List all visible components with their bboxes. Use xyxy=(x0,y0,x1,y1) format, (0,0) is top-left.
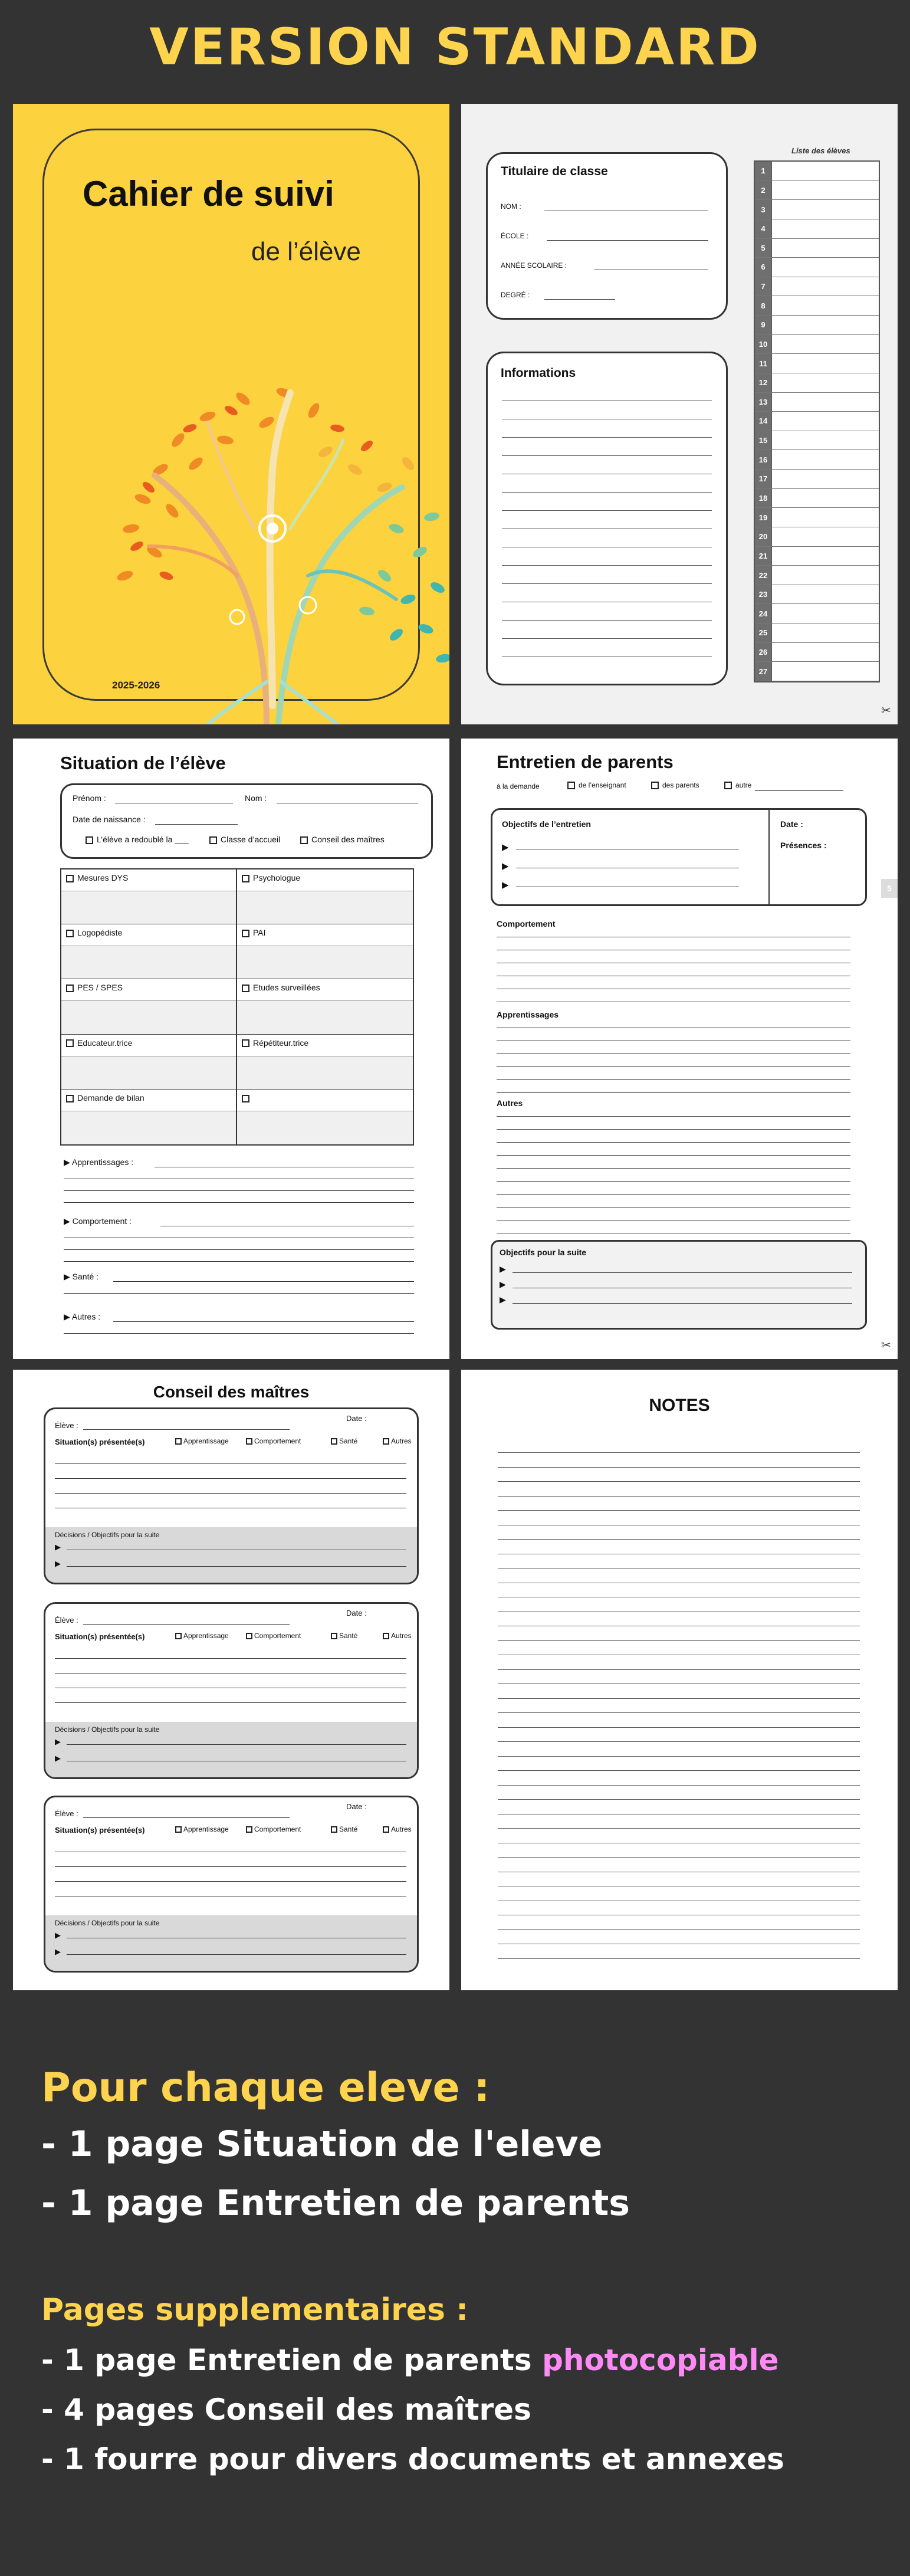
conseil-situation-label: Situation(s) présentée(s) xyxy=(55,1438,145,1446)
cover-subtitle: de l’élève xyxy=(251,237,361,266)
checkbox-conseil-option[interactable] xyxy=(383,1438,389,1445)
checkbox-measure[interactable] xyxy=(66,985,74,992)
bottom-item-situation: - 1 page Situation de l'eleve xyxy=(41,2124,603,2165)
student-row[interactable] xyxy=(755,470,879,489)
bottom-item-entretien: - 1 page Entretien de parents xyxy=(41,2183,630,2224)
student-number: 26 xyxy=(755,643,772,662)
conseil-decisions-label: Décisions / Objectifs pour la suite xyxy=(55,1919,160,1927)
check-accueil: Classe d’accueil xyxy=(209,835,280,844)
label-prenom: Prénom : xyxy=(73,793,106,803)
conseil-block xyxy=(44,1407,419,1584)
objectifs-label: Objectifs de l’entretien xyxy=(502,819,591,829)
checkbox-conseil-option[interactable] xyxy=(175,1633,182,1639)
conseil-option: Apprentissage xyxy=(175,1632,229,1640)
checkbox-conseil-option[interactable] xyxy=(331,1633,337,1639)
checkbox-measure[interactable] xyxy=(242,875,249,882)
student-number: 16 xyxy=(755,450,772,469)
situation-identity-box xyxy=(60,783,433,859)
student-row[interactable] xyxy=(755,412,879,431)
conseil-option: Comportement xyxy=(246,1825,301,1833)
entretien-section-label: Apprentissages xyxy=(497,1010,559,1019)
field-ecole: ÉCOLE : xyxy=(501,232,529,240)
student-row[interactable] xyxy=(755,373,879,393)
grid-cell-label: Mesures DYS xyxy=(66,873,128,882)
field-annee: ANNÉE SCOLAIRE : xyxy=(501,261,567,270)
conseil-decisions-area: Décisions / Objectifs pour la suite ▶ ▶ xyxy=(45,1722,417,1779)
grid-cell xyxy=(237,924,413,979)
grid-cell-label: PAI xyxy=(242,928,266,937)
checkbox-measure[interactable] xyxy=(66,1095,74,1102)
situation-section-label: ▶ Comportement : xyxy=(64,1216,132,1226)
student-number: 20 xyxy=(755,527,772,546)
grid-cell-label: Logopédiste xyxy=(66,928,122,937)
checkbox-measure[interactable] xyxy=(242,1095,249,1102)
student-row[interactable] xyxy=(755,547,879,566)
checkbox-conseil-option[interactable] xyxy=(246,1438,252,1445)
grid-cell xyxy=(237,1090,413,1144)
field-degre: DEGRÉ : xyxy=(501,291,530,299)
student-number: 23 xyxy=(755,585,772,604)
checkbox-conseil[interactable] xyxy=(300,836,308,844)
situation-section-label: ▶ Apprentissages : xyxy=(64,1157,134,1167)
student-row[interactable] xyxy=(755,643,879,662)
student-row[interactable] xyxy=(755,527,879,547)
entretien-title: Entretien de parents xyxy=(497,752,674,772)
conseil-eleve-label: Élève : xyxy=(55,1616,78,1625)
student-row[interactable] xyxy=(755,258,879,277)
check-conseil: Conseil des maîtres xyxy=(300,835,385,844)
conseil-option: Autres xyxy=(383,1437,412,1445)
scissors-icon-2: ✂ xyxy=(881,1339,891,1352)
student-number: 25 xyxy=(755,624,772,642)
checkbox-parents[interactable] xyxy=(651,782,659,789)
label-nom: Nom : xyxy=(245,793,267,803)
student-row[interactable] xyxy=(755,200,879,219)
student-number: 9 xyxy=(755,316,772,334)
grid-cell-label: PES / SPES xyxy=(66,983,123,992)
checkbox-measure[interactable] xyxy=(242,985,249,992)
student-number: 17 xyxy=(755,470,772,488)
student-number: 19 xyxy=(755,508,772,527)
grid-cell xyxy=(61,1035,237,1090)
situation-page xyxy=(13,739,449,1359)
checkbox-measure[interactable] xyxy=(242,930,249,937)
conseil-decisions-area: Décisions / Objectifs pour la suite ▶ ▶ xyxy=(45,1915,417,1973)
conseil-block xyxy=(44,1796,419,1973)
student-row[interactable] xyxy=(755,585,879,605)
grid-cell xyxy=(61,869,237,924)
checkbox-conseil-option[interactable] xyxy=(331,1438,337,1445)
situation-section-label: ▶ Santé : xyxy=(64,1272,99,1281)
student-number: 11 xyxy=(755,354,772,373)
conseil-option: Comportement xyxy=(246,1632,301,1640)
student-row[interactable] xyxy=(755,566,879,585)
notes-title: NOTES xyxy=(649,1396,710,1415)
conseil-date-label: Date : xyxy=(346,1802,367,1811)
student-number: 15 xyxy=(755,431,772,450)
entretien-section-label: Autres xyxy=(497,1098,523,1108)
checkbox-autre[interactable] xyxy=(724,782,732,789)
option-autre: autre xyxy=(724,781,751,789)
student-row[interactable] xyxy=(755,296,879,316)
checkbox-conseil-option[interactable] xyxy=(246,1826,252,1833)
conseil-eleve-label: Élève : xyxy=(55,1809,78,1818)
checkbox-redouble[interactable] xyxy=(86,836,93,844)
conseil-option: Autres xyxy=(383,1632,412,1640)
info-box-title: Informations xyxy=(501,366,576,380)
grid-cell-label: Demande de bilan xyxy=(66,1093,144,1102)
class-info-page xyxy=(461,104,898,724)
option-parents: des parents xyxy=(651,781,699,789)
info-box xyxy=(486,352,728,685)
student-row[interactable] xyxy=(755,181,879,201)
conseil-title: Conseil des maîtres xyxy=(153,1383,310,1401)
entretien-page xyxy=(461,739,898,1359)
checkbox-conseil-option[interactable] xyxy=(175,1826,182,1833)
grid-cell-label: Psychologue xyxy=(242,873,300,882)
grid-cell xyxy=(237,979,413,1034)
bottom-item-fourre: - 1 fourre pour divers documents et annexes xyxy=(41,2442,784,2476)
grid-cell-label xyxy=(242,1093,253,1102)
student-list-title: Liste des élèves xyxy=(791,146,850,155)
student-row[interactable] xyxy=(755,316,879,335)
checkbox-measure[interactable] xyxy=(66,875,74,882)
student-number: 10 xyxy=(755,335,772,354)
grid-cell xyxy=(61,979,237,1034)
student-list-table xyxy=(754,160,880,682)
student-row[interactable] xyxy=(755,162,879,181)
situation-title: Situation de l’élève xyxy=(60,753,226,773)
conseil-situation-label: Situation(s) présentée(s) xyxy=(55,1632,145,1641)
student-number: 8 xyxy=(755,296,772,315)
checkbox-accueil[interactable] xyxy=(209,836,217,844)
label-naissance: Date de naissance : xyxy=(73,815,146,824)
cover-year: 2025-2026 xyxy=(112,680,160,691)
grid-cell xyxy=(61,924,237,979)
student-number: 5 xyxy=(755,239,772,258)
student-number: 4 xyxy=(755,219,772,238)
objectifs-box: Objectifs de l’entretien ▶ ▶ ▶ Date : Présences : xyxy=(491,808,867,906)
student-row[interactable] xyxy=(755,277,879,297)
conseil-situation-label: Situation(s) présentée(s) xyxy=(55,1826,145,1835)
suite-box: Objectifs pour la suite ▶ ▶ ▶ xyxy=(491,1240,867,1330)
student-row[interactable] xyxy=(755,662,879,681)
student-row[interactable] xyxy=(755,624,879,643)
student-number: 3 xyxy=(755,200,772,219)
checkbox-measure[interactable] xyxy=(66,930,74,937)
conseil-eleve-label: Élève : xyxy=(55,1421,78,1430)
page-tab: 5 xyxy=(881,879,898,898)
cover-title: Cahier de suivi xyxy=(83,174,334,214)
conseil-option: Apprentissage xyxy=(175,1825,229,1833)
student-number: 13 xyxy=(755,393,772,412)
entretien-demande: à la demande xyxy=(497,782,540,790)
conseil-option: Santé xyxy=(331,1632,357,1640)
entretien-date-label: Date : xyxy=(780,819,803,829)
suite-label: Objectifs pour la suite xyxy=(500,1248,587,1257)
checkbox-conseil-option[interactable] xyxy=(383,1633,389,1639)
bottom-heading-extra-pages: Pages supplementaires : xyxy=(41,2292,468,2328)
student-row[interactable] xyxy=(755,393,879,412)
notes-page xyxy=(461,1370,898,1990)
teacher-box-title: Titulaire de classe xyxy=(501,165,608,178)
student-row[interactable] xyxy=(755,354,879,373)
student-row[interactable] xyxy=(755,489,879,508)
situation-section-label: ▶ Autres : xyxy=(64,1312,101,1321)
conseil-date-label: Date : xyxy=(346,1609,367,1617)
student-number: 14 xyxy=(755,412,772,431)
option-enseignant: de l’enseignant xyxy=(567,781,626,789)
check-redouble: L’élève a redoublé la ___ xyxy=(86,835,189,844)
conseil-block xyxy=(44,1602,419,1779)
checkbox-conseil-option[interactable] xyxy=(383,1826,389,1833)
student-number: 22 xyxy=(755,566,772,585)
cover-tree-illustration xyxy=(90,352,449,724)
student-number: 24 xyxy=(755,604,772,623)
field-nom: NOM : xyxy=(501,202,521,211)
cover-page xyxy=(13,104,449,724)
grid-cell xyxy=(237,869,413,924)
student-number: 18 xyxy=(755,489,772,508)
conseil-date-label: Date : xyxy=(346,1414,367,1423)
student-number: 21 xyxy=(755,547,772,566)
conseil-decisions-label: Décisions / Objectifs pour la suite xyxy=(55,1531,160,1539)
conseil-decisions-label: Décisions / Objectifs pour la suite xyxy=(55,1725,160,1734)
student-row[interactable] xyxy=(755,431,879,451)
student-number: 1 xyxy=(755,162,772,181)
student-row[interactable] xyxy=(755,239,879,258)
conseil-option: Autres xyxy=(383,1825,412,1833)
conseil-option: Apprentissage xyxy=(175,1437,229,1445)
student-number: 6 xyxy=(755,258,772,277)
bottom-heading-each-student: Pour chaque eleve : xyxy=(41,2065,490,2111)
checkbox-measure[interactable] xyxy=(242,1039,249,1047)
grid-cell-label: Educateur.trice xyxy=(66,1038,132,1048)
conseil-option: Santé xyxy=(331,1825,357,1833)
conseil-option: Comportement xyxy=(246,1437,301,1445)
checkbox-enseignant[interactable] xyxy=(567,782,575,789)
checkbox-measure[interactable] xyxy=(66,1039,74,1047)
scissors-icon: ✂ xyxy=(881,704,891,717)
conseil-decisions-area: Décisions / Objectifs pour la suite ▶ ▶ xyxy=(45,1527,417,1584)
student-number: 12 xyxy=(755,373,772,392)
entretien-presences-label: Présences : xyxy=(780,841,827,850)
student-row[interactable] xyxy=(755,450,879,470)
grid-cell-label: Etudes surveillées xyxy=(242,983,320,992)
conseil-option: Santé xyxy=(331,1437,357,1445)
page-header-title: VERSION STANDARD xyxy=(149,18,761,77)
situation-measures-grid xyxy=(60,868,414,1146)
student-number: 27 xyxy=(755,662,772,681)
student-number: 7 xyxy=(755,277,772,296)
checkbox-conseil-option[interactable] xyxy=(331,1826,337,1833)
bottom-item-conseil: - 4 pages Conseil des maîtres xyxy=(41,2393,531,2427)
entretien-section-label: Comportement xyxy=(497,919,556,928)
grid-cell xyxy=(237,1035,413,1090)
grid-cell xyxy=(61,1090,237,1144)
checkbox-conseil-option[interactable] xyxy=(246,1633,252,1639)
student-number: 2 xyxy=(755,181,772,200)
photocopiable-highlight: photocopiable xyxy=(542,2343,779,2377)
student-row[interactable] xyxy=(755,219,879,239)
bottom-item-photocopiable: - 1 page Entretien de parents photocopiable xyxy=(41,2343,779,2377)
checkbox-conseil-option[interactable] xyxy=(175,1438,182,1445)
student-row[interactable] xyxy=(755,604,879,624)
teacher-box xyxy=(486,152,728,320)
student-row[interactable] xyxy=(755,335,879,355)
student-row[interactable] xyxy=(755,508,879,527)
grid-cell-label: Répétiteur.trice xyxy=(242,1038,308,1048)
conseil-page xyxy=(13,1370,449,1990)
